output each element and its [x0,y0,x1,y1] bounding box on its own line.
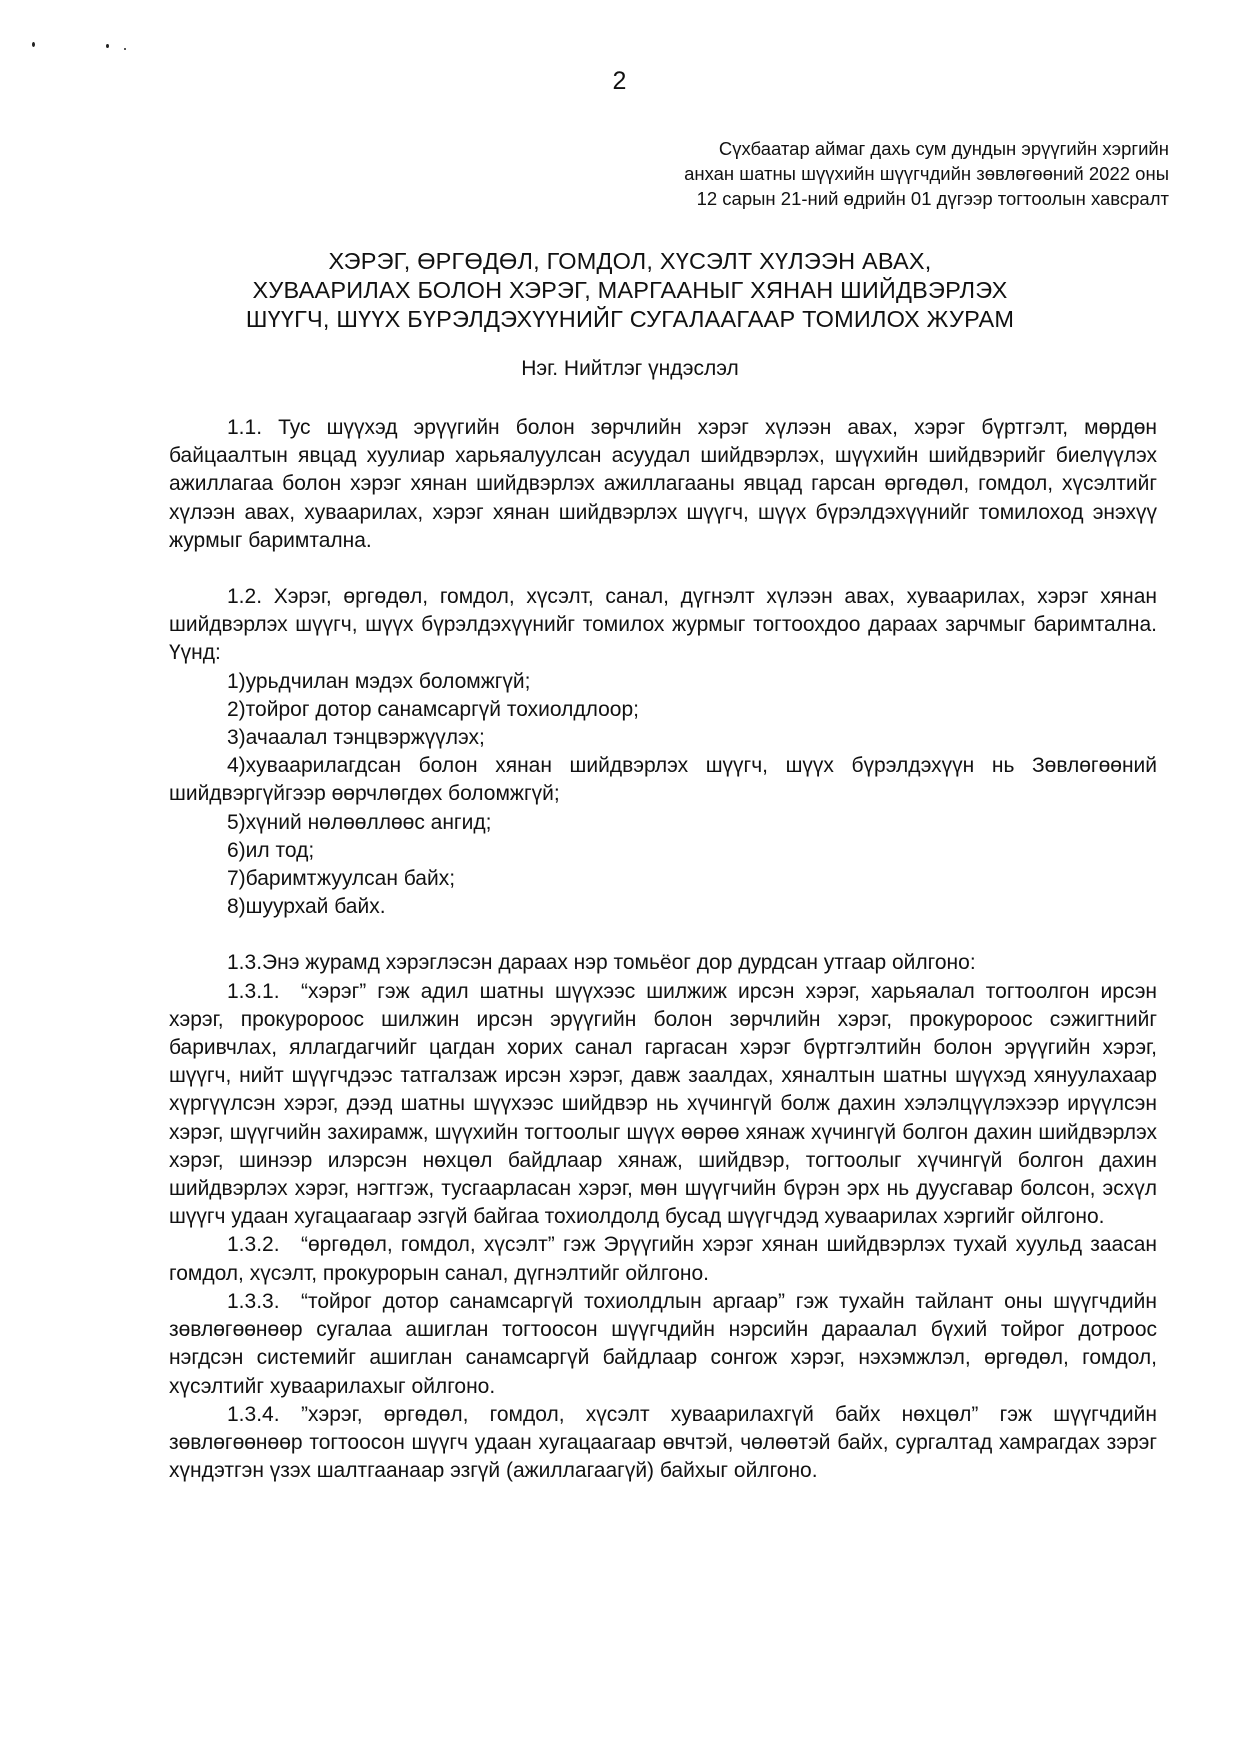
principle-item: 3)ачаалал тэнцвэржүүлэх; [227,726,485,750]
title-line: ХЭРЭГ, ӨРГӨДӨЛ, ГОМДОЛ, ХҮСЭЛТ ХҮЛЭЭН АВАХ, [328,248,932,274]
paragraph-1-3: 1.3.Энэ журамд хэрэглэсэн дараах нэр томьёог дор дурдсан утгаар ойлгоно: [227,951,976,975]
definition-number: 1.3.4. [227,1402,280,1426]
annex-line: анхан шатны шүүхийн шүүгчдийн зөвлөгөөний 2022 оны [684,163,1169,184]
annex-note [549,136,1169,211]
principle-item: 1)урьдчилан мэдэх боломжгүй; [227,669,531,693]
paragraph-1-1: 1.1. Тус шүүхэд эрүүгийн болон зөрчлийн хэрэг хүлээн авах, хэрэг бүртгэлт, мөрдөн байцаалтын явцад хуулиар харьяалуулсан асуудал шийдвэрлэх, шүүхийн шийдвэрийг биелүүлэх ажиллагаа болон хэрэг хянан шийдвэрлэх ажиллагааны явцад гарсан өргөдөл, гомдол, хүсэлтийг хүлээн авах, хуваарилах, хэрэг хянан шийдвэрлэх шүүгч, шүүх бүрэлдэхүүнийг томилоход энэхүү журмыг баримтална. [169,416,1157,552]
definition-number: 1.3.3. [227,1289,280,1313]
scan-specks [30,38,140,56]
annex-line: Сүхбаатар аймаг дахь сум дундын эрүүгийн хэргийн [718,138,1169,159]
page-number: 2 [612,67,627,95]
definition-text: “тойрог дотор санамсаргүй тохиолдлын аргаар” гэж тухайн тайлант оны шүүгчдийн зөвлөгөөнөөр сугалаа ашиглан тогтоосон шүүгчдийн нэрсийн дараалал бүхий тойрог дотроос нэгдсэн системийг ашиглан санамсаргүй байдлаар сонгож хэрэг, нэхэмжлэл, өргөдөл, гомдол, хүсэлтийг хуваарилахыг ойлгоно. [169,1289,1157,1398]
definition-item [169,1288,1157,1401]
section-title: Нэг. Нийтлэг үндэслэл [521,357,739,380]
document-title [150,247,1110,334]
definition-item [169,1401,1157,1486]
paragraph-1-2: 1.2. Хэрэг, өргөдөл, гомдол, хүсэлт, санал, дүгнэлт хүлээн авах, хуваарилах, хэрэг хянан шийдвэрлэх шүүгч, шүүх бүрэлдэхүүнийг томилох журмыг тогтоохдоо дараах зарчмыг баримтална. Үүнд: [169,585,1157,665]
principle-item: 7)баримтжуулсан байх; [227,867,456,891]
definition-number: 1.3.1. [227,979,280,1003]
definition-text: “хэрэг” гэж адил шатны шүүхээс шилжиж ирсэн хэрэг, харьяалал тогтоолгон ирсэн хэрэг, прокуророос шилжин ирсэн эрүүгийн болон зөрчлийн хэрэг, прокуророос сэжигтнийг баривчлах, яллагдагчийг цагдан хорих санал гаргасан хэрэг бүртгэлтийн болон эрүүгийн хэрэг, шүүгч, нийт шүүгчдээс татгалзаж ирсэн хэрэг, давж заалдах, хяналтын шатны шүүхэд хянуулахаар хүргүүлсэн хэрэг, дээд шатны шүүхээс шийдвэр нь хүчингүй болж дахин хэлэлцүүлэхээр ирүүлсэн хэрэг, шүүгчийн захирамж, шүүхийн тогтоолыг шүүх өөрөө хянаж хүчингүй болгон дахин шийдвэрлэх хэрэг, шинээр илэрсэн нөхцөл байдлаар хянаж, шийдвэр, тогтоолыг хүчингүй болгон дахин шийдвэрлэх хэрэг, нэгтгэж, тусгаарласан хэрэг, мөн шүүгчийн бүрэн эрх нь дуусгавар болсон, эсхүл шүүгч удаан хугацаагаар эзгүй байгаа тохиолдолд бусад шүүгчдэд хуваарилах хэргийг ойлгоно. [169,979,1157,1229]
principle-item: 2)тойрог дотор санамсаргүй тохиолдлоор; [227,697,639,721]
definition-text: “өргөдөл, гомдол, хүсэлт” гэж Эрүүгийн хэрэг хянан шийдвэрлэх тухай хуульд заасан гомдол, хүсэлт, прокурорын санал, дүгнэлтийг ойлгоно. [169,1233,1157,1285]
definition-text: ”хэрэг, өргөдөл, гомдол, хүсэлт хуваарилахгүй байх нөхцөл” гэж шүүгчдийн зөвлөгөөнөөр тогтоосон шүүгч удаан хугацаагаар өвчтэй, чөлөөтэй байх, сургалтад хамрагдах зэрэг хүндэтгэн үзэх шалтгаанаар эзгүй (ажиллагаагүй) байхыг ойлгоно. [169,1402,1157,1483]
definition-item [169,1231,1157,1287]
annex-line: 12 сарын 21-ний өдрийн 01 дүгээр тогтоолын хавсралт [696,188,1169,209]
principle-item: 8)шуурхай байх. [227,895,386,919]
title-line: ХУВААРИЛАХ БОЛОН ХЭРЭГ, МАРГААНЫГ ХЯНАН ШИЙДВЭРЛЭХ [252,277,1008,303]
title-line: ШҮҮГЧ, ШҮҮХ БҮРЭЛДЭХҮҮНИЙГ СУГАЛААГААР ТОМИЛОХ ЖУРАМ [245,306,1015,332]
definition-item [169,978,1157,1232]
principle-item: 4)хуваарилагдсан болон хянан шийдвэрлэх шүүгч, шүүх бүрэлдэхүүн нь Зөвлөгөөний шийдвэргүйгээр өөрчлөгдөх боломжгүй; [169,754,1157,806]
principle-item: 5)хүний нөлөөллөөс ангид; [227,810,492,834]
definition-number: 1.3.2. [227,1233,280,1257]
principle-item: 6)ил тод; [227,838,315,862]
document-body [169,414,1157,1485]
